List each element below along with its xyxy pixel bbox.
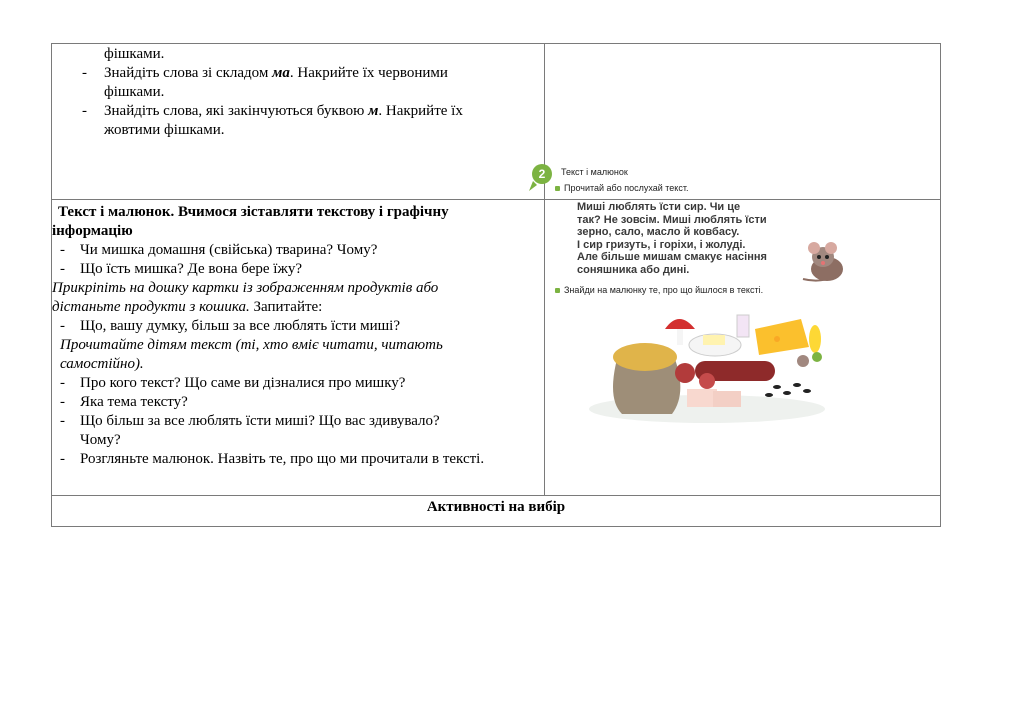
row1-item-2: - Знайдіть слова, які закінчуються буквою м. Накрийте їх жовтими фішками.	[82, 103, 463, 138]
lesson-number-badge	[527, 163, 553, 193]
badge-number: 2	[538, 167, 546, 181]
book-text-line: так? Не зовсім. Миші люблять їсти	[577, 213, 767, 226]
section-heading-cont: інформацію	[52, 223, 133, 239]
row-divider-2	[52, 495, 940, 496]
question-4: - Про кого текст? Що саме ви дізналися про мишку?	[60, 375, 406, 391]
book-instruction: Прочитай або послухай текст.	[555, 183, 688, 193]
book-find-instruction: Знайди на малюнку те, про що йшлося в тексті.	[555, 285, 763, 295]
book-heading: Текст і малюнок	[561, 167, 628, 177]
book-text	[577, 201, 797, 276]
question-2: - Що їсть мишка? Де вона бере їжу?	[60, 261, 302, 277]
textbook-excerpt	[527, 163, 827, 425]
row2-left-cell	[52, 203, 544, 469]
question-6: - Що більш за все люблять їсти миші? Що вас здивувало? Чому?	[60, 413, 440, 448]
row1-continuation: фішками.	[104, 46, 165, 62]
book-text-line: І сир гризуть, і горіхи, і жолуді.	[577, 238, 746, 251]
instruction-2: Прочитайте дітям текст (ті, хто вміє читати, читають	[60, 337, 443, 353]
book-text-line: соняшника або дині.	[577, 263, 690, 276]
book-text-line: Миші люблять їсти сир. Чи це	[577, 201, 741, 213]
book-text-line: зерно, сало, масло й ковбасу.	[577, 226, 740, 238]
instruction-1-cont: дістаньте продукти з кошика. Запитайте:	[52, 299, 323, 315]
instruction-1: Прикріпіть на дошку картки із зображенням продуктів або	[52, 280, 439, 296]
activities-title: Активності на вибір	[426, 499, 566, 515]
section-heading: Текст і малюнок. Вчимося зіставляти текстову і графічну	[58, 204, 449, 220]
row1-item-1: - Знайдіть слова зі складом ма. Накрийте їх червоними фішками.	[82, 65, 448, 100]
question-1: - Чи мишка домашня (свійська) тварина? Чому?	[60, 242, 378, 258]
instruction-2-cont: самостійно).	[60, 356, 144, 372]
question-7: - Розгляньте малюнок. Назвіть те, про що ми прочитали в тексті.	[60, 451, 485, 467]
question-3: - Що, вашу думку, більш за все люблять їсти миші?	[60, 318, 401, 334]
mouse-illustration	[799, 239, 849, 285]
row1-left-cell	[52, 45, 542, 140]
question-5: - Яка тема тексту?	[60, 394, 188, 410]
food-illustration	[587, 299, 827, 425]
book-text-line: Але більше мишам смакує насіння	[577, 251, 767, 263]
